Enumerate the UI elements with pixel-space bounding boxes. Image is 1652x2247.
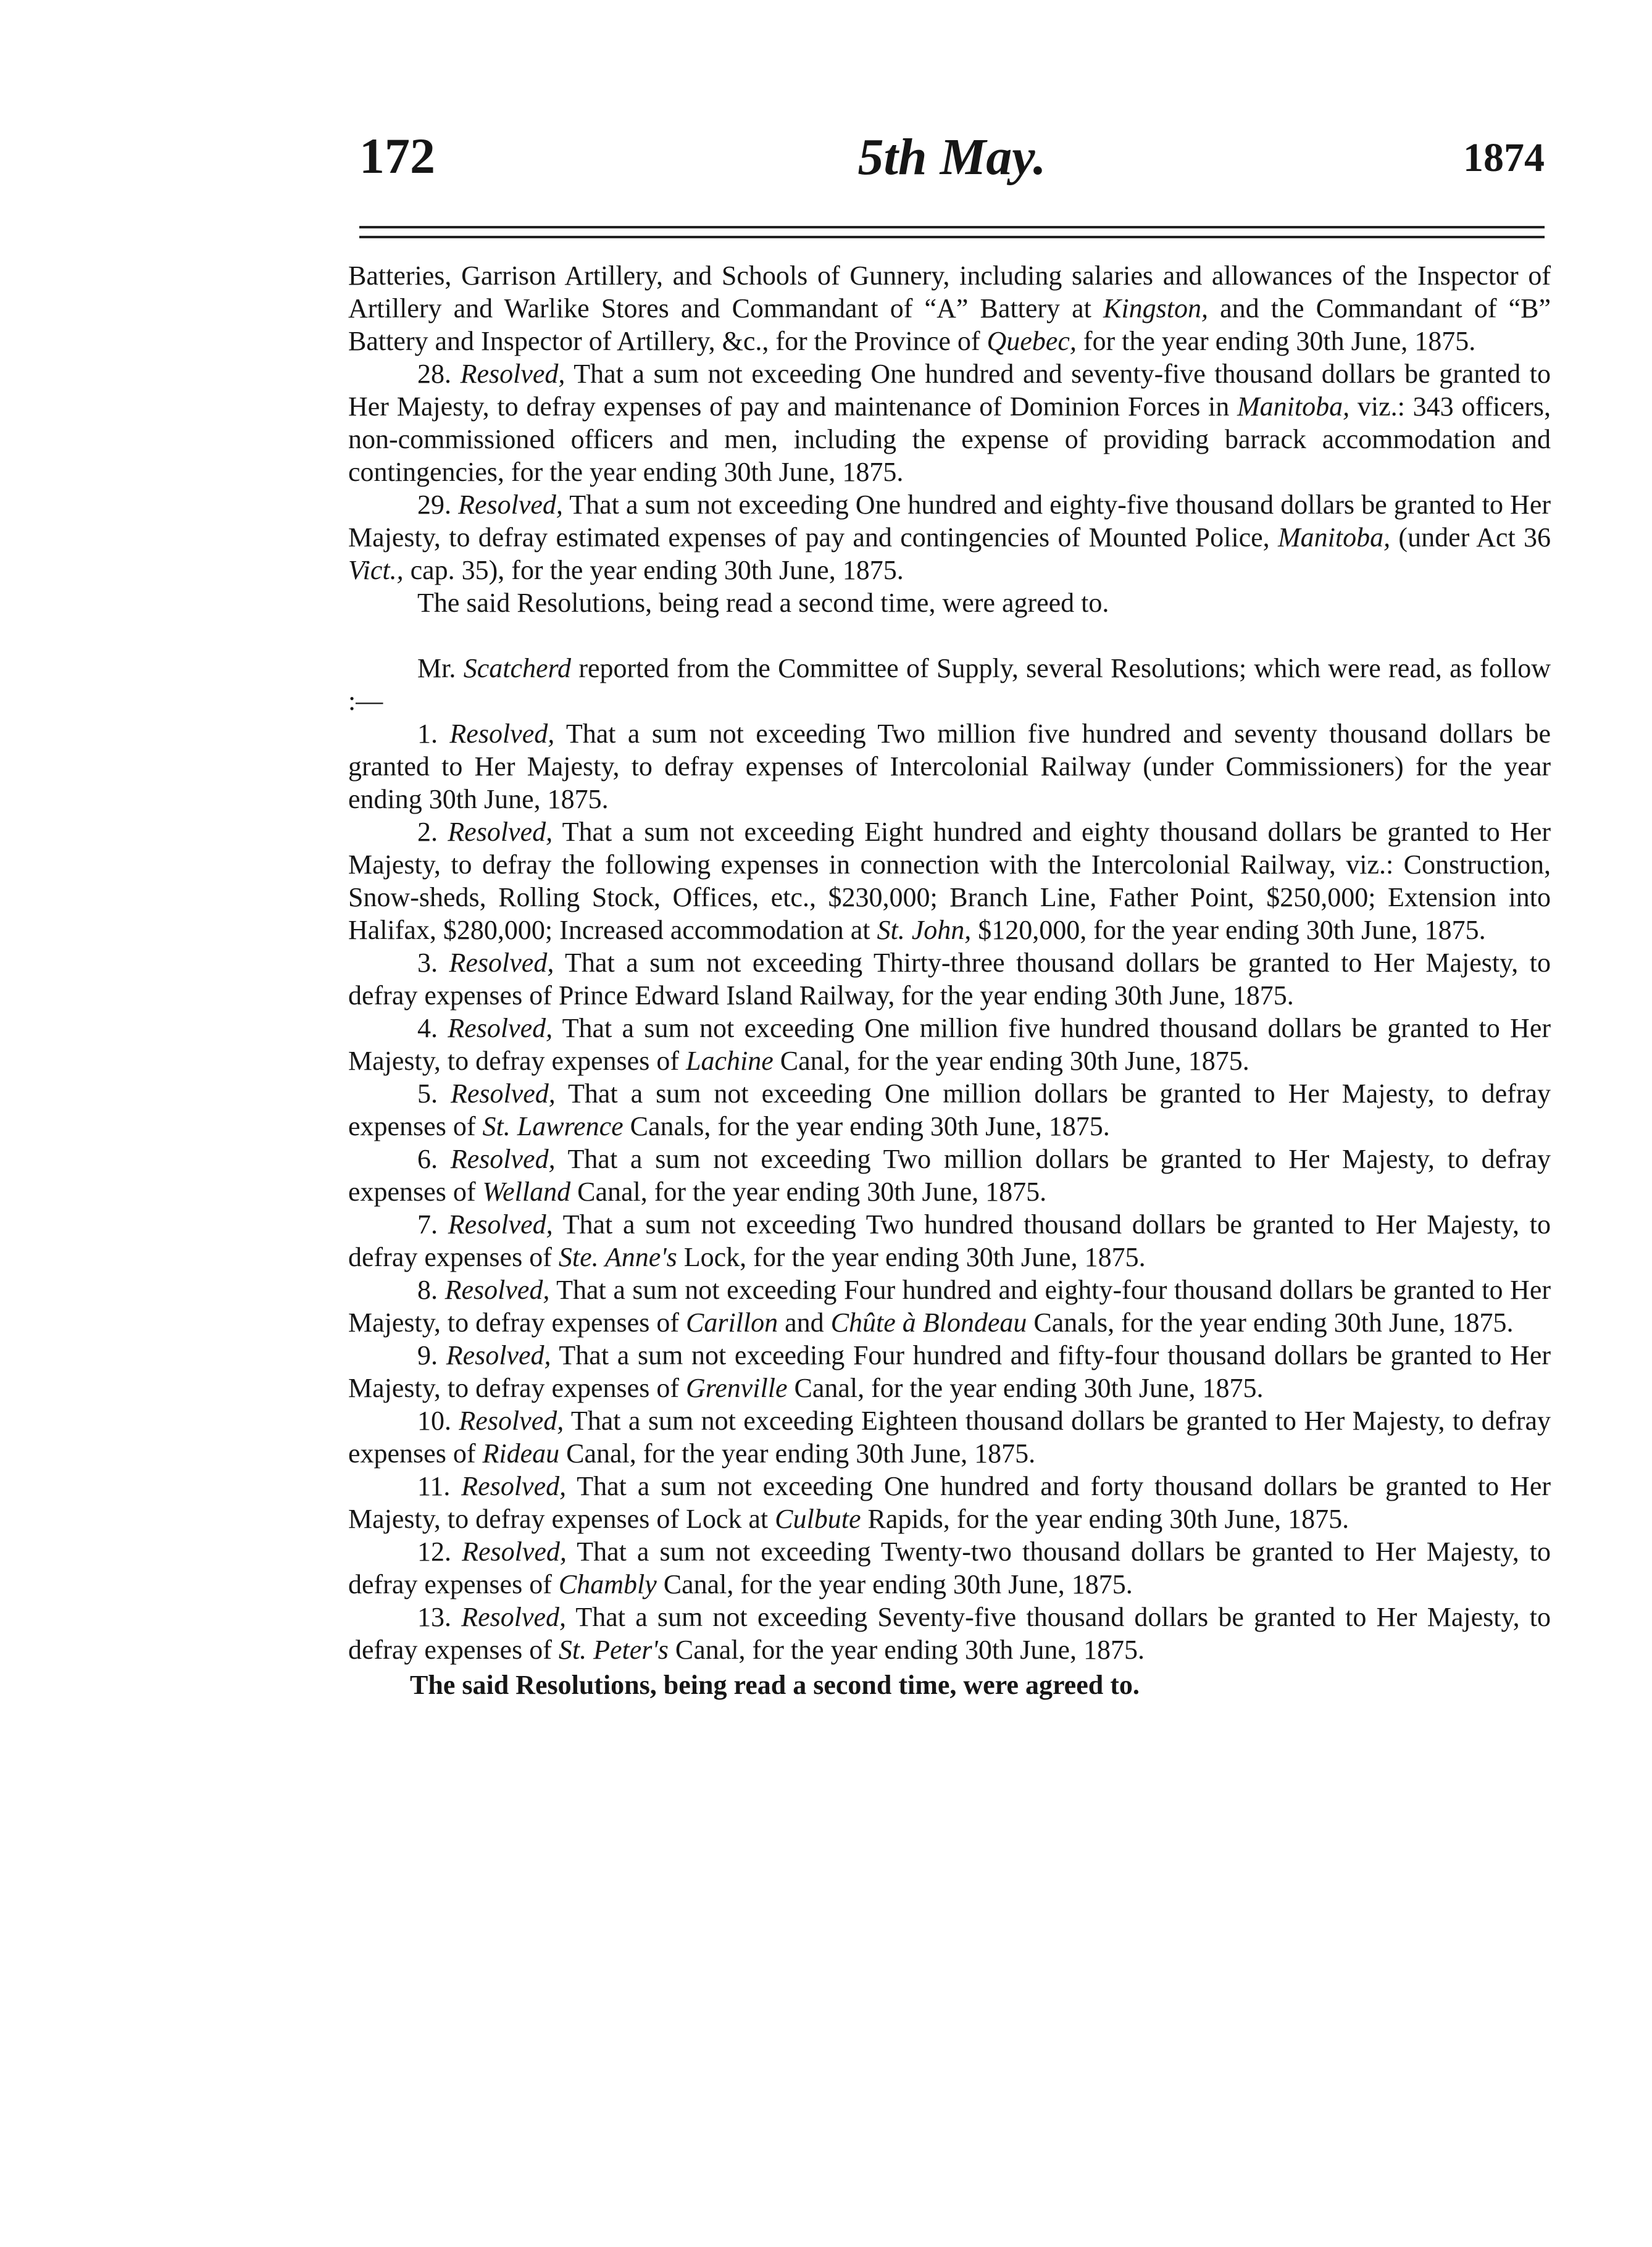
resolution-paragraph: 13. Resolved, That a sum not exceeding Seventy-five thousand dollars be granted to Her Majesty, to defray expenses of St. Peter's Canal, for the year ending 30th June, 1875. <box>348 1602 1551 1665</box>
header-rule-top <box>359 226 1545 228</box>
resolution-paragraph: 7. Resolved, That a sum not exceeding Two hundred thousand dollars be granted to Her Majesty, to defray expenses of Ste. Anne's Lock, for the year ending 30th June, 1875. <box>348 1209 1551 1272</box>
page-number: 172 <box>359 128 435 184</box>
resolution-paragraph: 2. Resolved, That a sum not exceeding Eight hundred and eighty thousand dollars be granted to Her Majesty, to defray the following expenses in connection with the Intercolonial Railway, viz.: Construction, Snow-sheds, Rolling Stock, Offices, etc., $230,000; Branch Line, Father Point, $250,000; Extension into Halifax, $280,000; Increased accommodation at St. John, $120,000, for the year ending 30th June, 1875. <box>348 817 1551 945</box>
resolution-paragraph: 9. Resolved, That a sum not exceeding Four hundred and fifty-four thousand dollars be granted to Her Majesty, to defray expenses of Grenville Canal, for the year ending 30th June, 1875. <box>348 1340 1551 1403</box>
paragraph-continuation: Batteries, Garrison Artillery, and Schools of Gunnery, including salaries and allowances of the Inspector of Artillery and Warlike Stores and Commandant of “A” Battery at Kingston, and the Commandant of “B” Battery and Inspector of Artillery, &c., for the Province of Quebec, for the year ending 30th June, 1875. <box>348 261 1551 356</box>
resolution-paragraph: 12. Resolved, That a sum not exceeding Twenty-two thousand dollars be granted to Her Majesty, to defray expenses of Chambly Canal, for the year ending 30th June, 1875. <box>348 1536 1551 1599</box>
resolution-paragraph: 4. Resolved, That a sum not exceeding One million five hundred thousand dollars be granted to Her Majesty, to defray expenses of Lachine Canal, for the year ending 30th June, 1875. <box>348 1013 1551 1076</box>
resolution-paragraph: 11. Resolved, That a sum not exceeding One hundred and forty thousand dollars be granted to Her Majesty, to defray expenses of Lock at Culbute Rapids, for the year ending 30th June, 1875. <box>348 1471 1551 1534</box>
resolution-paragraph: 6. Resolved, That a sum not exceeding Two million dollars be granted to Her Majesty, to defray expenses of Welland Canal, for the year ending 30th June, 1875. <box>348 1144 1551 1207</box>
resolution-paragraph: 5. Resolved, That a sum not exceeding One million dollars be granted to Her Majesty, to defray expenses of St. Lawrence Canals, for the year ending 30th June, 1875. <box>348 1078 1551 1141</box>
page-header <box>359 127 1545 195</box>
resolution-paragraph: 29. Resolved, That a sum not exceeding One hundred and eighty-five thousand dollars be granted to Her Majesty, to defray estimated expenses of pay and contingencies of Mounted Police, Manitoba, (under Act 36 Vict., cap. 35), for the year ending 30th June, 1875. <box>348 490 1551 585</box>
header-rule-bottom <box>359 236 1545 238</box>
header-year: 1874 <box>1463 135 1545 180</box>
agreement-paragraph: The said Resolutions, being read a second time, were agreed to. <box>417 588 1109 618</box>
resolution-paragraph: 1. Resolved, That a sum not exceeding Two million five hundred and seventy thousand dollars be granted to Her Majesty, to defray expenses of Intercolonial Railway (under Commissioners) for the year ending 30th June, 1875. <box>348 719 1551 814</box>
header-date: 5th May. <box>857 128 1046 186</box>
resolution-paragraph: 10. Resolved, That a sum not exceeding Eighteen thousand dollars be granted to Her Majesty, to defray expenses of Rideau Canal, for the year ending 30th June, 1875. <box>348 1406 1551 1469</box>
resolution-paragraph: 8. Resolved, That a sum not exceeding Four hundred and eighty-four thousand dollars be granted to Her Majesty, to defray expenses of Carillon and Chûte à Blondeau Canals, for the year ending 30th June, 1875. <box>348 1275 1551 1338</box>
report-paragraph: Mr. Scatcherd reported from the Committee of Supply, several Resolutions; which were read, as follow :— <box>348 653 1551 716</box>
agreement-paragraph: The said Resolutions, being read a second time, were agreed to. <box>410 1670 1140 1700</box>
body-text <box>348 259 1551 1701</box>
resolution-paragraph: 3. Resolved, That a sum not exceeding Thirty-three thousand dollars be granted to Her Majesty, to defray expenses of Prince Edward Island Railway, for the year ending 30th June, 1875. <box>348 948 1551 1011</box>
resolution-paragraph: 28. Resolved, That a sum not exceeding One hundred and seventy-five thousand dollars be granted to Her Majesty, to defray expenses of pay and maintenance of Dominion Forces in Manitoba, viz.: 343 officers, non-commissioned officers and men, including the expense of providing barrack accommodation and contingencies, for the year ending 30th June, 1875. <box>348 359 1551 487</box>
